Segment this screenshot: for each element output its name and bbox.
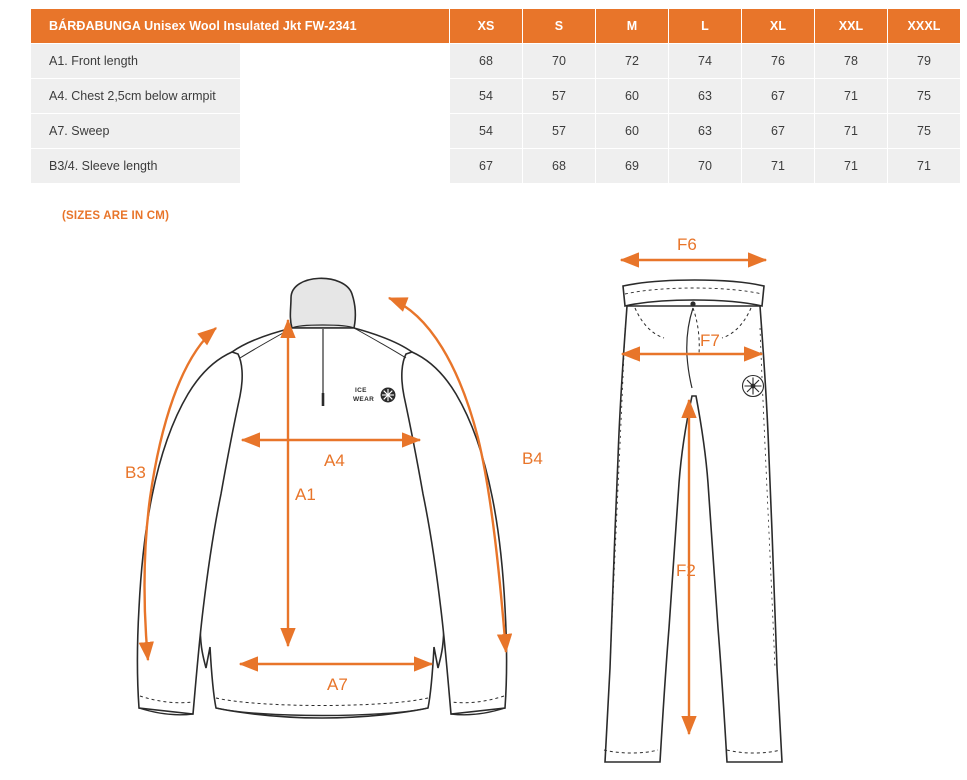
cell-value: 54 [450,114,523,149]
cell-value: 67 [450,149,523,184]
table-header-size-1: S [523,9,596,44]
cell-value: 60 [596,114,669,149]
cell-value: 54 [450,79,523,114]
row-label: A4. Chest 2,5cm below armpit [31,79,241,114]
table-title: BÁRÐABUNGA Unisex Wool Insulated Jkt FW-2341 [31,9,450,44]
cell-value: 71 [815,149,888,184]
label-a1: A1 [295,485,316,504]
size-chart-table-container [30,8,941,184]
cell-value: 76 [742,44,815,79]
table-row [31,79,961,114]
table-header-size-6: XXXL [888,9,961,44]
cell-value: 70 [669,149,742,184]
table-header-size-2: M [596,9,669,44]
cell-value: 69 [596,149,669,184]
table-row [31,149,961,184]
label-b4: B4 [522,449,543,468]
size-chart-table [30,8,961,184]
label-f6: F6 [677,235,697,254]
cell-value: 67 [742,114,815,149]
table-header-size-5: XXL [815,9,888,44]
cell-value: 71 [815,79,888,114]
brand-text-line1: ICE [355,387,367,394]
cell-value: 57 [523,114,596,149]
row-label: B3/4. Sleeve length [31,149,241,184]
cell-value: 74 [669,44,742,79]
table-header-size-4: XL [742,9,815,44]
cell-value: 57 [523,79,596,114]
label-f2: F2 [676,561,696,580]
row-label: A7. Sweep [31,114,241,149]
label-b3: B3 [125,463,146,482]
row-spacer [240,44,450,79]
table-row [31,114,961,149]
brand-text-line2: WEAR [353,396,375,403]
row-spacer [240,79,450,114]
table-row [31,44,961,79]
cell-value: 71 [815,114,888,149]
cell-value: 71 [888,149,961,184]
pants-illustration [604,280,782,762]
cell-value: 71 [742,149,815,184]
cell-value: 72 [596,44,669,79]
units-note: (SIZES ARE IN CM) [62,210,170,222]
row-spacer [240,114,450,149]
row-spacer [240,149,450,184]
cell-value: 68 [450,44,523,79]
table-header-size-0: XS [450,9,523,44]
snowflake-icon [381,388,396,403]
snowflake-icon [743,376,764,397]
table-header-size-3: L [669,9,742,44]
label-f7: F7 [700,331,720,350]
label-a7: A7 [327,675,348,694]
cell-value: 78 [815,44,888,79]
cell-value: 67 [742,79,815,114]
cell-value: 63 [669,114,742,149]
garment-diagrams [0,228,967,780]
cell-value: 75 [888,79,961,114]
jacket-illustration [138,278,507,718]
cell-value: 70 [523,44,596,79]
table-header-row [31,9,961,44]
cell-value: 75 [888,114,961,149]
cell-value: 79 [888,44,961,79]
label-a4: A4 [324,451,345,470]
row-label: A1. Front length [31,44,241,79]
cell-value: 60 [596,79,669,114]
cell-value: 63 [669,79,742,114]
cell-value: 68 [523,149,596,184]
